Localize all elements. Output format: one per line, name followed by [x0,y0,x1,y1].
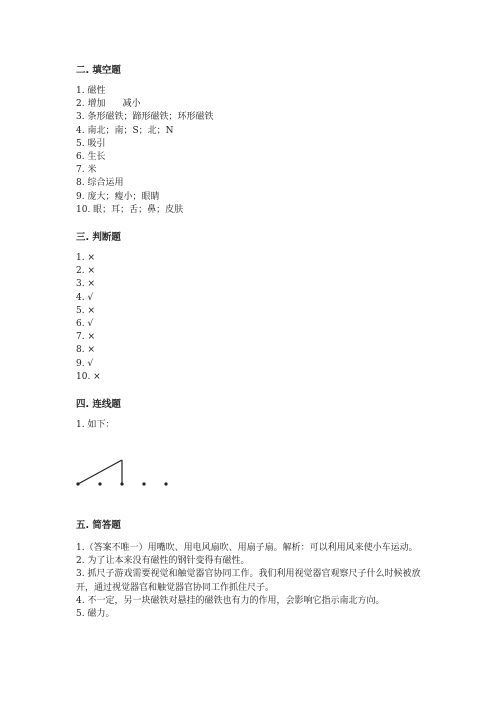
section-heading-true-false: 三. 判断题 [76,232,121,243]
list-item: 6. √ [76,319,94,330]
connect-dot [164,482,167,485]
list-item: 4. 不一定，另一块磁铁对悬挂的磁铁也有力的作用，会影响它指示南北方向。 [76,595,385,606]
list-item: 2. × [76,266,95,277]
list-item: 9. √ [76,358,94,369]
list-item: 4. 南北；南；S；北；N [76,125,174,136]
list-item: 2. 为了让本来没有磁性的钢针变得有磁性。 [76,556,250,567]
list-item: 4. √ [76,292,94,303]
list-item: 3. 条形磁铁；蹄形磁铁；环形磁铁 [76,112,214,123]
section-heading-fill-blank: 二. 填空题 [76,65,121,76]
true-false-answer-list [76,252,101,384]
list-item: 7. 米 [76,165,97,176]
connect-dot [142,482,145,485]
list-item: 10. × [76,371,101,382]
list-item: 9. 庞大；瘦小；眼睛 [76,191,160,202]
list-item: 5. × [76,305,95,316]
fill-blank-answer-list [76,85,213,217]
list-item: 8. 综合运用 [76,178,124,189]
list-item: 1.（答案不唯一）用嘴吹、用电风扇吹、用扇子扇。解析：可以利用风来使小车运动。 [76,543,418,553]
list-item: 6. 生长 [76,152,106,163]
list-item: 7. × [76,332,95,343]
list-item: 5. 吸引 [76,138,106,149]
list-item: 8. × [76,345,95,356]
section-heading-short-answer: 五. 简答题 [76,520,121,531]
connect-dot [120,482,123,485]
matching-answer-text: 1. 如下： [76,420,115,430]
connect-dot [76,482,79,485]
matching-lines-figure [70,452,180,497]
connect-dot [98,482,101,485]
list-item: 10. 眼；耳；舌；鼻；皮肤 [76,204,184,215]
list-item: 1. × [76,253,95,263]
list-item: 2. 增加 减小 [76,99,141,110]
connecting-line [78,460,122,484]
list-item: 5. 磁力。 [76,609,115,620]
list-item: 3. 抓尺子游戏需要视觉和触觉器官协同工作。我们利用视觉器官观察尺子什么时候被放开，通过视觉器官和触觉器官协同工作抓住尺子。 [76,569,421,593]
list-item: 3. × [76,279,95,290]
list-item: 1. 磁性 [76,86,106,96]
section-heading-matching: 四. 连线题 [76,399,121,410]
short-answer-list [76,542,426,621]
